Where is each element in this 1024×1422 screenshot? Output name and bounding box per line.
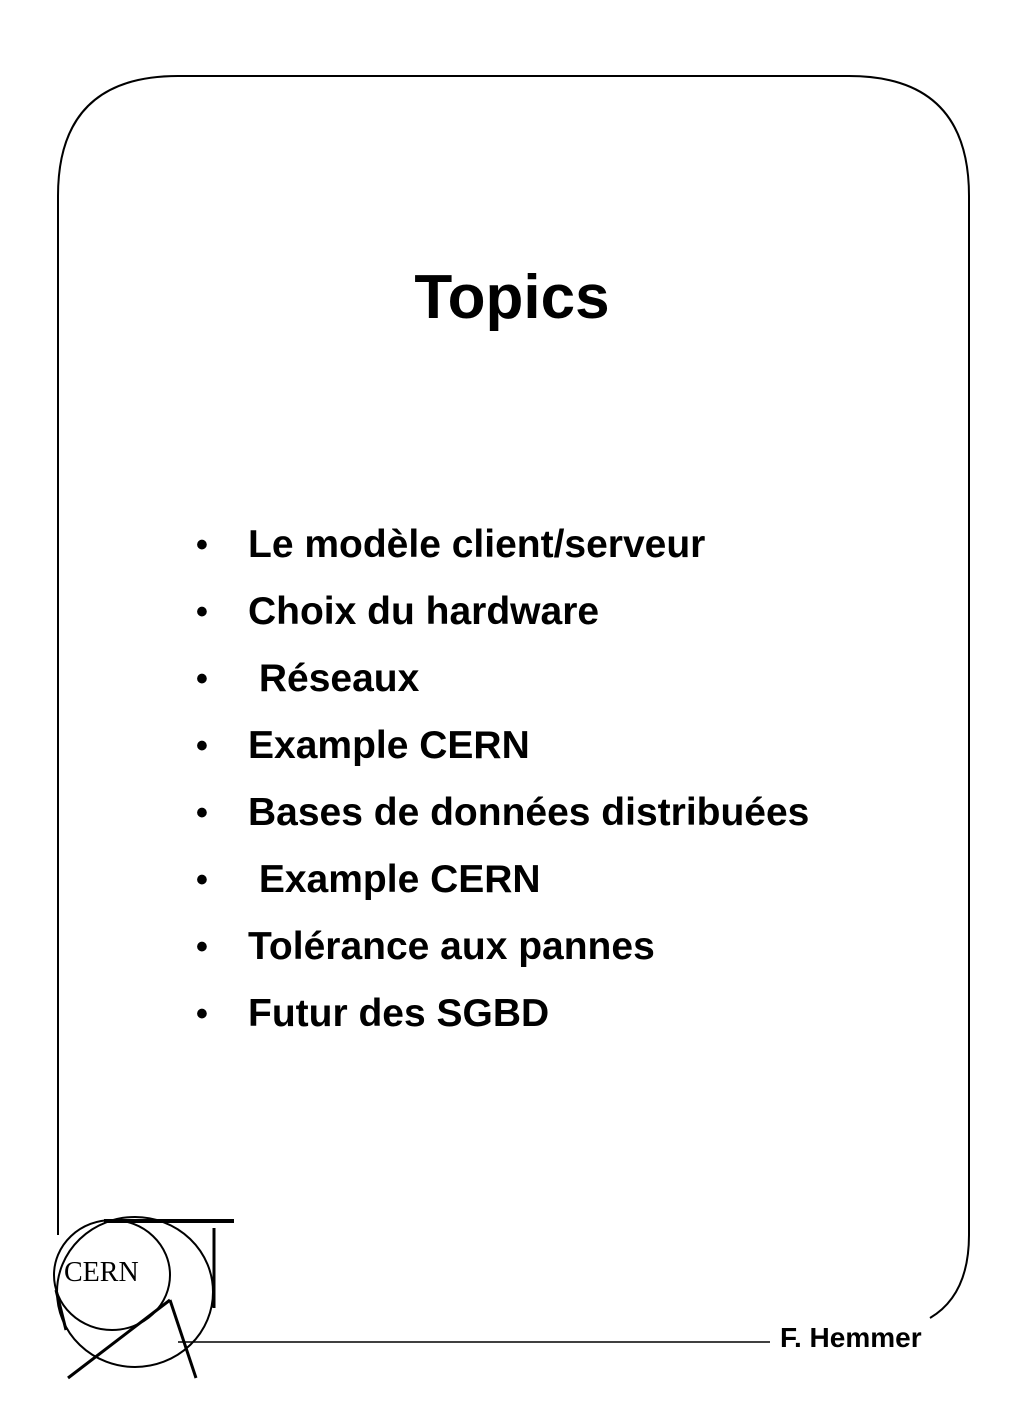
topic-label: Le modèle client/serveur	[248, 523, 706, 566]
logo-left-tick	[56, 1290, 66, 1330]
logo-diagonal-right	[170, 1300, 196, 1378]
list-item	[196, 654, 420, 721]
topic-label: Example CERN	[248, 724, 530, 767]
topic-label: Tolérance aux pannes	[248, 925, 655, 968]
logo-ring-large	[57, 1217, 213, 1367]
slide-title: Topics	[414, 263, 610, 332]
topic-label: Futur des SGBD	[248, 992, 550, 1035]
bullet-icon: •	[196, 660, 208, 698]
bullet-icon: •	[196, 995, 208, 1033]
cern-logo-text: CERN	[64, 1257, 139, 1288]
list-item	[196, 788, 810, 855]
bullet-icon: •	[196, 593, 208, 631]
list-item	[196, 922, 655, 989]
topic-label: Réseaux	[248, 657, 420, 700]
list-item	[196, 989, 550, 1056]
bullet-icon: •	[196, 526, 208, 564]
bullet-icon: •	[196, 928, 208, 966]
topic-label: Choix du hardware	[248, 590, 600, 633]
list-item	[196, 721, 530, 788]
author-name: F. Hemmer	[780, 1322, 922, 1353]
list-item	[196, 520, 706, 587]
topic-label: Example CERN	[248, 858, 541, 901]
bullet-icon: •	[196, 727, 208, 765]
list-item	[196, 855, 541, 922]
list-item	[196, 587, 600, 654]
bullet-icon: •	[196, 861, 208, 899]
cern-logo	[54, 1217, 234, 1378]
topic-label: Bases de données distribuées	[248, 791, 810, 834]
bullet-icon: •	[196, 794, 208, 832]
topic-list	[196, 520, 810, 1056]
